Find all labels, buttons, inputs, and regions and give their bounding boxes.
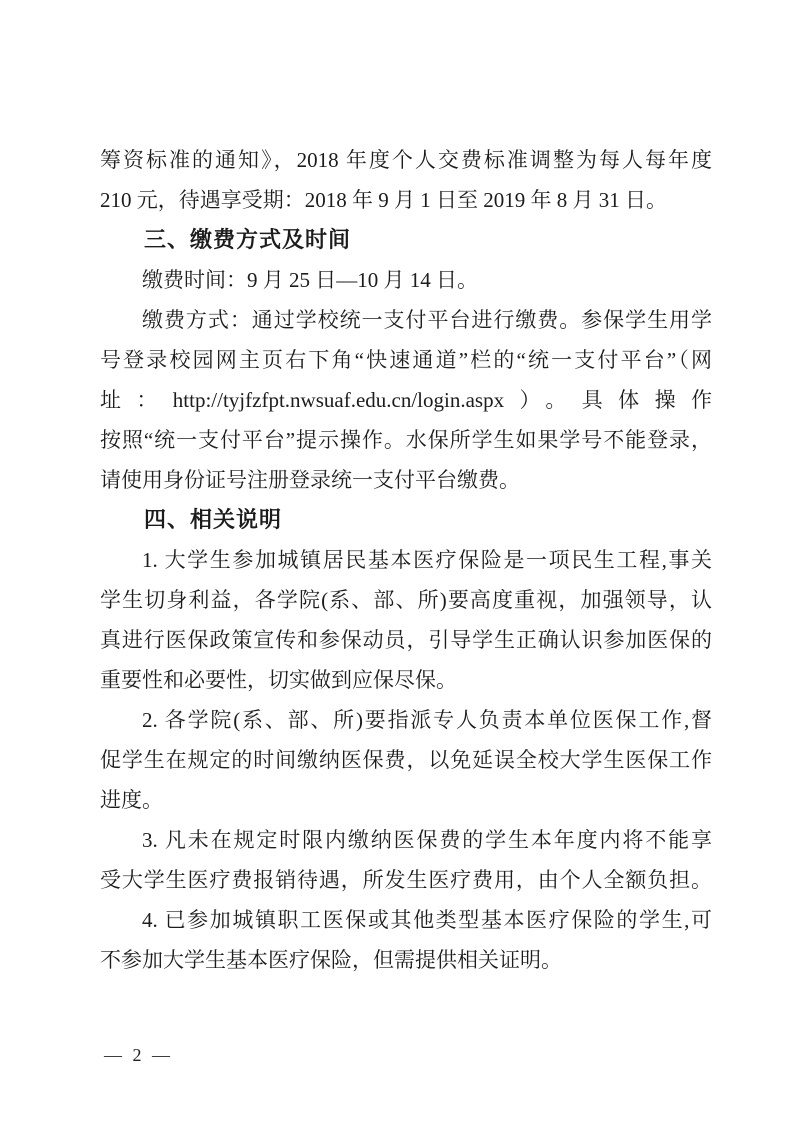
text-line: 促学生在规定的时间缴纳医保费，以免延误全校大学生医保工作 [100,748,712,772]
text-line: 受大学生医疗费报销待遇，所发生医疗费用，由个人全额负担。 [100,868,712,892]
text-line: 210 元，待遇享受期：2018 年 9 月 1 日至 2019 年 8 月 31 日。 [100,188,667,212]
text-line: 真进行医保政策宣传和参保动员，引导学生正确认识参加医保的 [100,628,712,652]
text-line: 重要性和必要性，切实做到应保尽保。 [100,668,457,692]
document-body [100,140,712,980]
text-line: 按照“统一支付平台”提示操作。水保所学生如果学号不能登录， [100,428,712,452]
section-heading-3: 三、缴费方式及时间 [144,227,352,252]
section-heading-4: 四、相关说明 [144,507,283,532]
text-line: 学生切身利益，各学院(系、部、所)要高度重视，加强领导，认 [100,588,712,612]
text-line-url: 址：http://tyjfzfpt.nwsuaf.edu.cn/login.aspx）。具体操作 [100,388,712,412]
text-line: 1. 大学生参加城镇居民基本医疗保险是一项民生工程,事关 [142,548,712,572]
text-line: 4. 已参加城镇职工医保或其他类型基本医疗保险的学生,可 [142,908,712,932]
text-line: 请使用身份证号注册登录统一支付平台缴费。 [100,468,520,492]
text-line: 进度。 [100,788,163,812]
text-line: 缴费时间：9 月 25 日—10 月 14 日。 [142,268,478,292]
page-number: — 2 — [104,1045,173,1065]
text-line: 不参加大学生基本医疗保险，但需提供相关证明。 [100,948,562,972]
text-line: 3. 凡未在规定时限内缴纳医保费的学生本年度内将不能享 [142,828,712,852]
text-line: 缴费方式：通过学校统一支付平台进行缴费。参保学生用学 [142,308,712,332]
text-line: 筹资标准的通知》，2018 年度个人交费标准调整为每人每年度 [100,148,712,172]
text-line: 号登录校园网主页右下角“快速通道”栏的“统一支付平台”（网 [100,348,712,372]
text-line: 2. 各学院(系、部、所)要指派专人负责本单位医保工作,督 [142,708,712,732]
